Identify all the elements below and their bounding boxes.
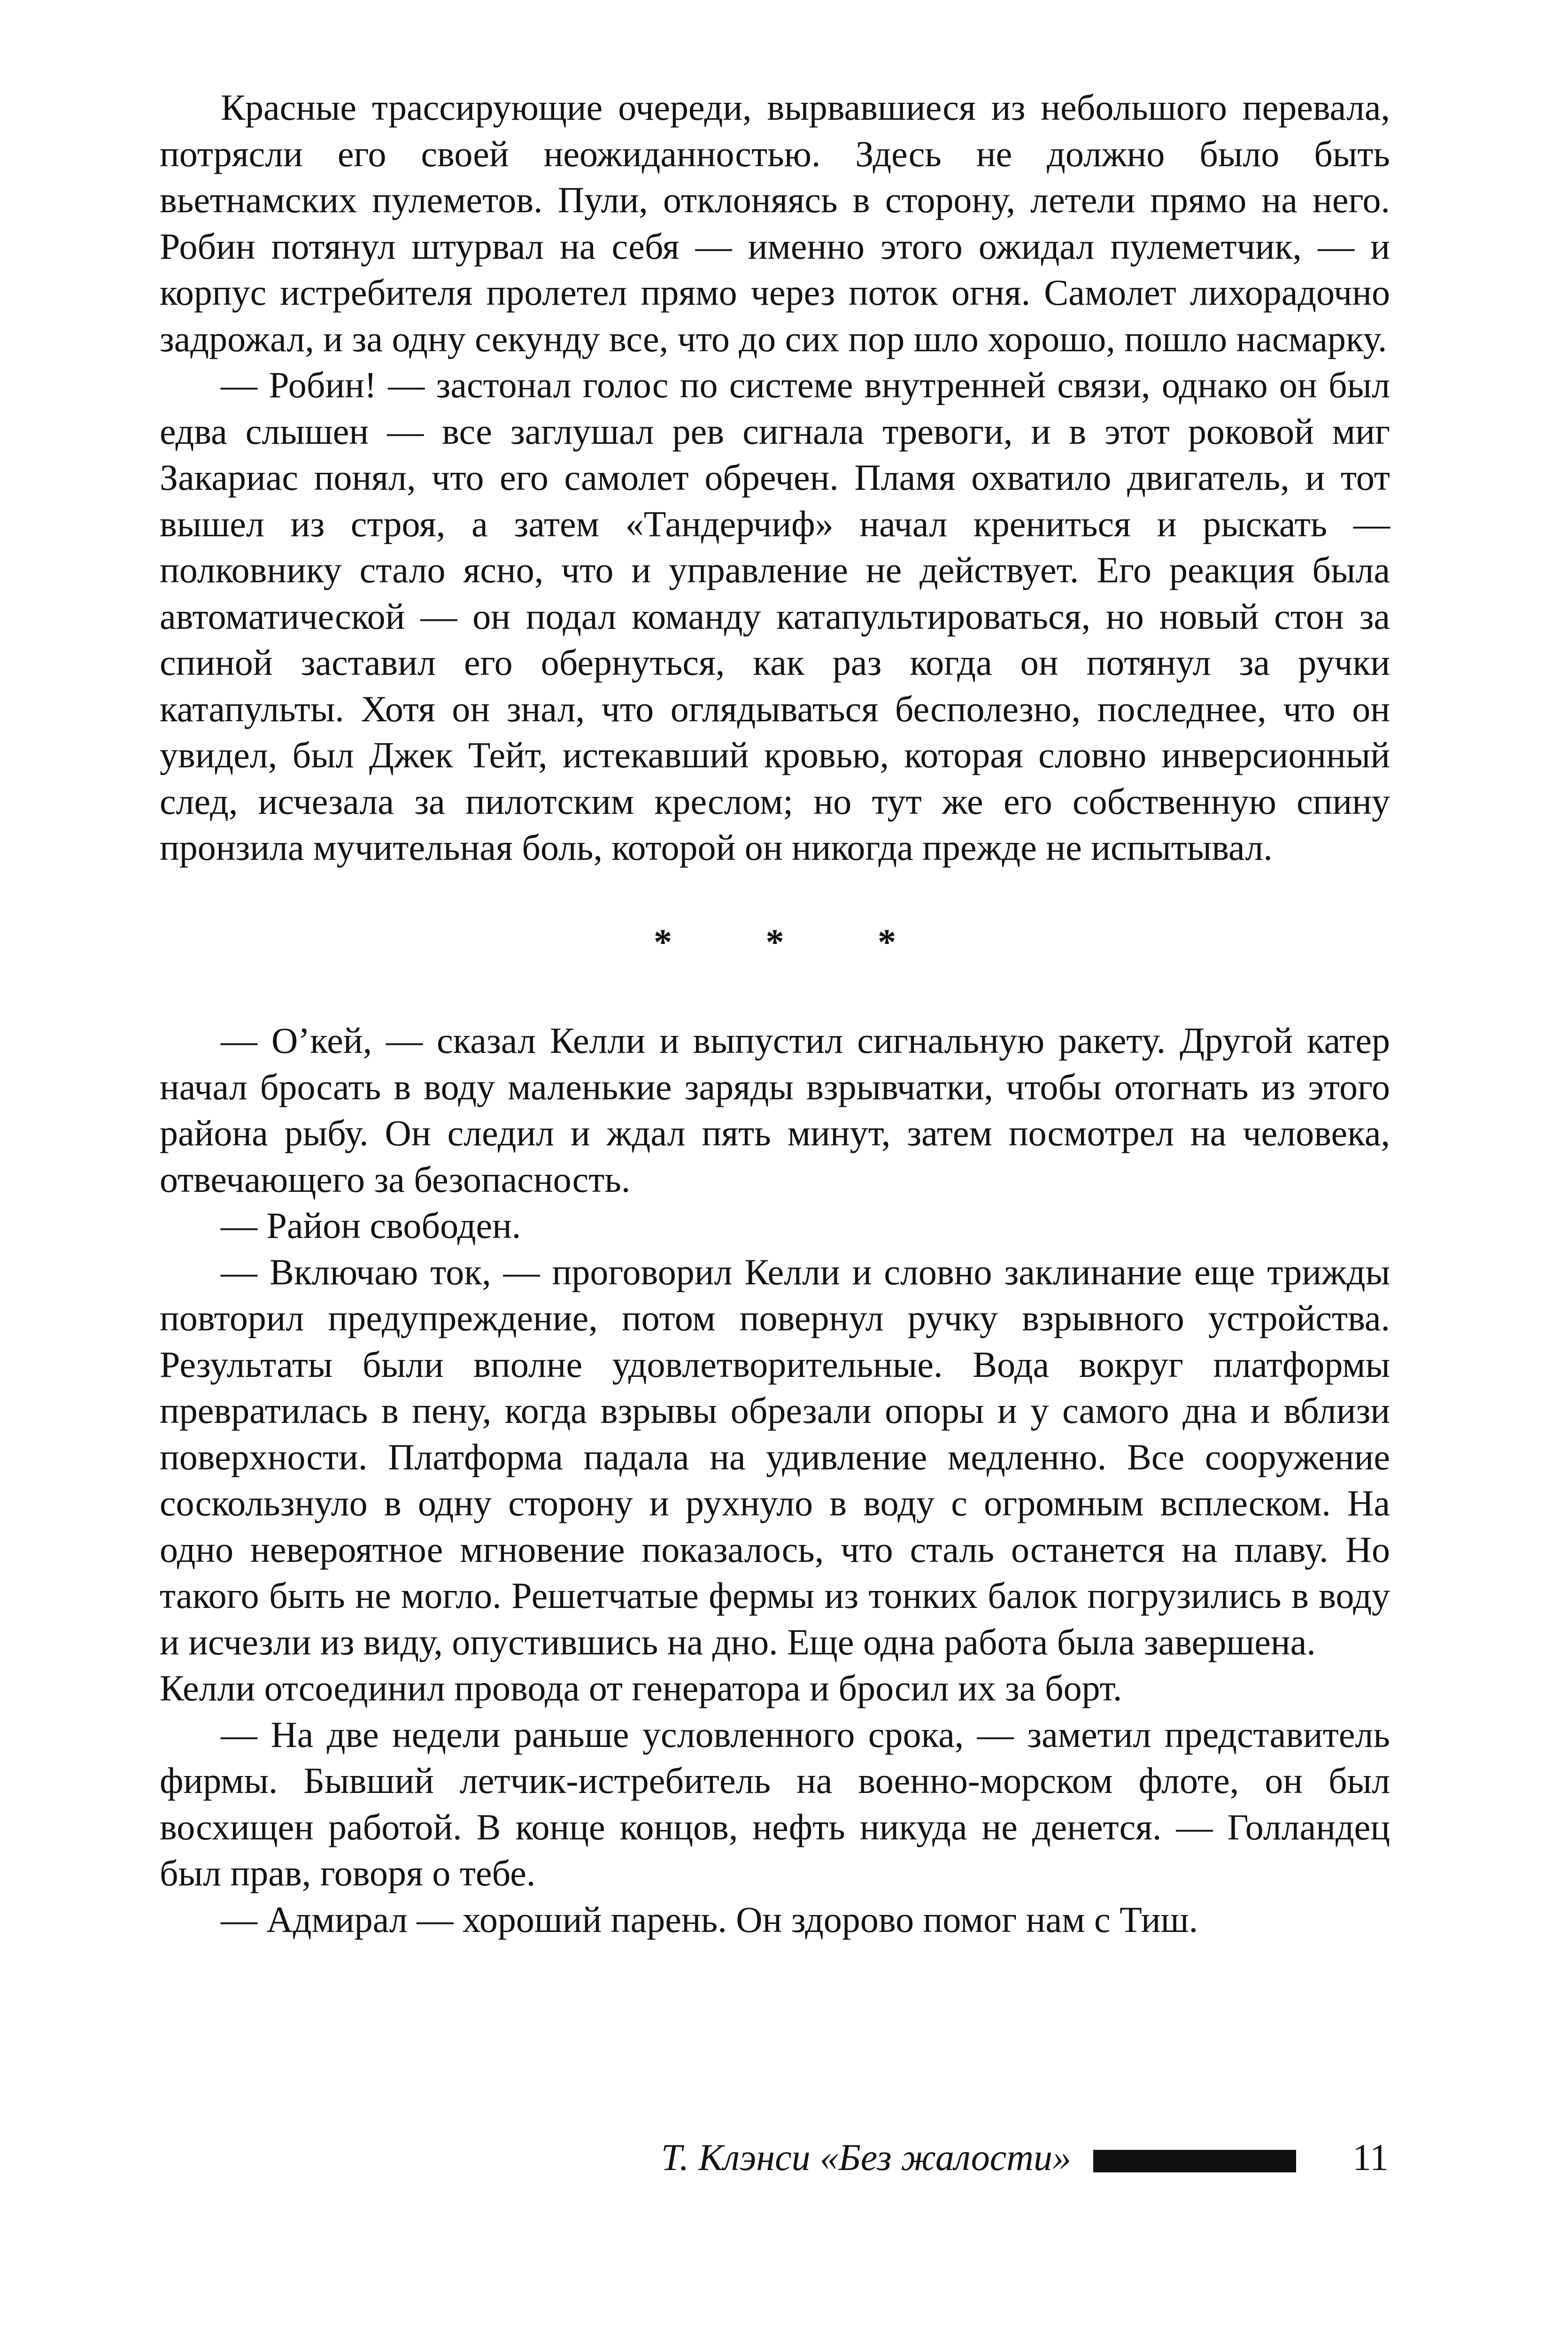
paragraph: — Район свободен. (221, 1205, 521, 1246)
paragraph: — Адмирал — хороший парень. Он здорово помог нам с Тиш. (221, 1899, 1198, 1940)
paragraph: Красные трассирующие очереди, вырвавшиеся из небольшого перевала, потрясли его своей неожиданностью. Здесь не должно было быть вьетнамских пулеметов. Пули, отклоняясь в сторону, летели прямо на него. Робин потянул штурвал на себя — именно этого ожидал пулеметчик, — и корпус истребителя пролетел прямо через поток огня. Самолет лихорадочно задрожал, и за одну секунду все, что до сих пор шло хорошо, пошло насмарку. (160, 87, 1390, 359)
paragraph: Келли отсоединил провода от генератора и бросил их за борт. (160, 1668, 1122, 1708)
running-title: Т. Клэнси «Без жалости» (661, 2137, 1071, 2178)
decorative-bar (1093, 2150, 1296, 2172)
paragraph: — Робин! — застонал голос по системе внутренней связи, однако он был едва слышен — все заглушал рев сигнала тревоги, и в этот роковой миг Закариас понял, что его самолет обречен. Пламя охватило двигатель, и тот вышел из строя, а затем «Тандерчиф» начал крениться и рыскать — полковнику стало ясно, что и управление не действует. Его реакция была автоматической — он подал команду катапультироваться, но новый стон за спиной заставил его обернуться, как раз когда он потянул за ручки катапульты. Хотя он знал, что оглядываться бесполезно, последнее, что он увидел, был Джек Тейт, истекавший кровью, которая словно инверсионный след, исчезала за пилотским креслом; но тут же его собственную спину пронзила мучительная боль, которой он никогда прежде не испытывал. (160, 364, 1390, 868)
paragraph: — О’кей, — сказал Келли и выпустил сигнальную ракету. Другой катер начал бросать в воду маленькие заряды взрывчатки, чтобы отогнать из этого района рыбу. Он следил и ждал пять минут, затем посмотрел на человека, отвечающего за безопасность. (160, 1020, 1390, 1200)
paragraph: — На две недели раньше условленного срока, — заметил представитель фирмы. Бывший летчик-истребитель на военно-морском флоте, он был восхищен работой. В конце концов, нефть никуда не денется. — Голландец был прав, говоря о тебе. (160, 1714, 1390, 1893)
page-footer (0, 2132, 1568, 2184)
section-separator: * * * (654, 921, 938, 962)
page-number: 11 (1352, 2137, 1389, 2178)
page-body (160, 85, 1390, 1943)
paragraph: — Включаю ток, — проговорил Келли и словно заклинание еще трижды повторил предупреждение, потом повернул ручку взрывного устройства. Результаты были вполне удовлетворительные. Вода вокруг платформы превратилась в пену, когда взрывы обрезали опоры и у самого дна и вблизи поверхности. Платформа падала на удивление медленно. Все сооружение соскользнуло в одну сторону и рухнуло в воду с огромным всплеском. На одно невероятное мгновение показалось, что сталь останется на плаву. Но такого быть не могло. Решетчатые фермы из тонких балок погрузились в воду и исчезли из виду, опустившись на дно. Еще одна работа была завершена. (160, 1251, 1390, 1662)
